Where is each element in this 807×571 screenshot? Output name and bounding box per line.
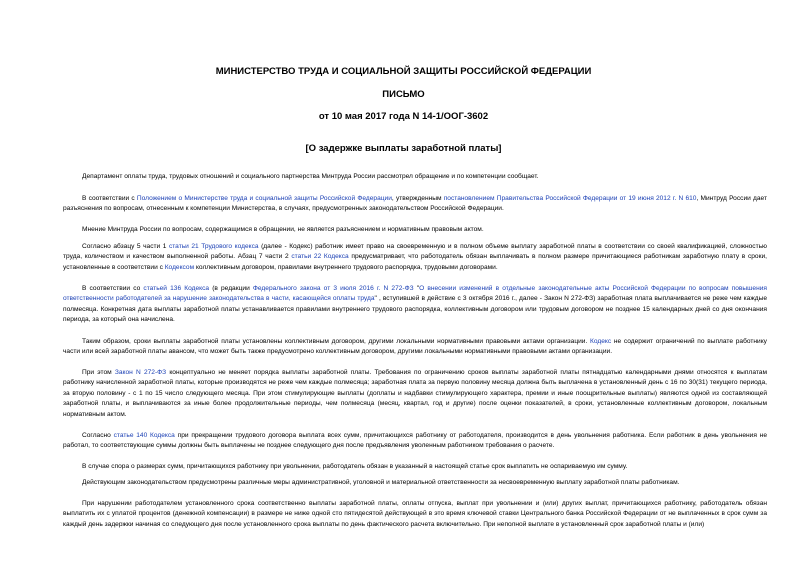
paragraph-text: В соответствии с <box>82 195 137 202</box>
link-federal-law-272[interactable]: Федерального закона от 3 июля 2016 г. N 272-ФЗ <box>252 285 414 292</box>
paragraph-text: " <box>413 285 420 292</box>
link-article-22[interactable]: статьи 22 Кодекса <box>291 253 349 261</box>
paragraph-text: концептуально не меняет порядка выплаты заработной платы. Требования по ограничению сроков выплаты заработной платы пятнадцатью календарными днями относятся к выплатам работнику начисленной заработной платы, которые производятся не реже чем каждые полмесяца; заработная плата за первую половину месяца должна быть выплачена в установленный день с 16 по 30(31) текущего периода, за вторую половину - с 1 по 15 число следующего месяца. При этом стимулирующие выплаты (доплаты и надбавки стимулирующего характера, премии и иные поощрительные выплаты) являются одной из составляющей заработной платы, и выплачиваются за иные более продолжительные периоды, чем полмесяца (месяц, квартал, год и другие) после оценки показателей, в сроки, установленные коллективным договором, локальным нормативным актом. <box>63 369 767 418</box>
paragraph-text: Мнение Минтруда России по вопросам, содержащимся в обращении, не является разъяснением и нормативным правовым актом. <box>82 226 484 233</box>
paragraph-text: В соответствии со <box>82 285 144 292</box>
link-article-21[interactable]: статьи 21 Трудового кодекса <box>168 243 259 250</box>
paragraph-4 <box>63 242 767 273</box>
paragraph-6 <box>63 337 767 358</box>
link-law-272[interactable]: Закон N 272-ФЗ <box>114 369 167 376</box>
paragraph-text: (в редакции <box>209 285 253 292</box>
link-article-140[interactable]: статье 140 Кодекса <box>113 432 175 439</box>
paragraph-text: , Минтруд России дает разъяснения по вопросам, отнесенным к компетенции Министерства, в случаях, предусмотренных законодательством Российской Федерации. <box>63 195 768 213</box>
paragraph-1 <box>63 172 767 182</box>
link-government-decree[interactable]: постановлением Правительства Российской Федерации от 19 июня 2012 г. N 610 <box>443 195 697 202</box>
paragraph-2 <box>63 194 767 215</box>
link-law-amendments[interactable]: О внесении изменений в отдельные законодательные акты Российской Федерации по вопросам повышения ответственности работодателей за нарушение законодательства в части, касающейся оплаты труда <box>63 285 767 303</box>
paragraph-8 <box>63 431 767 452</box>
paragraph-7 <box>63 368 767 420</box>
paragraph-text: , утвержденным <box>391 195 444 202</box>
paragraph-5 <box>63 284 767 326</box>
link-code[interactable]: Кодекс <box>590 338 612 345</box>
paragraph-text: коллективным договором, правилами внутреннего трудового распорядка, трудовыми договорами. <box>194 263 498 271</box>
paragraph-text: Согласно <box>82 432 114 439</box>
paragraph-text: (далее - Кодекс) работник имеет право на своевременную и в полном объеме выплату заработной платы в соответствии со своей квалификацией, сложностью труда, количеством и качеством выполненной работы. Абзац 7 части 2 <box>63 243 767 261</box>
paragraph-text: Департамент оплаты труда, трудовых отношений и социального партнерства Минтруда России рассмотрел обращение и по компетенции сообщает. <box>82 173 539 180</box>
paragraph-text: предусматривает, что работодатель обязан выплачивать в полном размере причитающиеся работникам заработную плату в сроки, установленные в соответствии с <box>63 253 767 271</box>
paragraph-text: В случае спора о размерах сумм, причитающихся работнику при увольнении, работодатель обязан в указанный в настоящей статье срок выплатить не оспариваемую им сумму. <box>82 463 628 470</box>
link-code[interactable]: Кодексом <box>164 263 195 271</box>
paragraph-text: Таким образом, сроки выплаты заработной платы установлены коллективным договором, другими локальными нормативными правовыми актами организации. <box>82 338 590 345</box>
paragraph-text: При этом <box>82 369 115 376</box>
link-regulation-ministry[interactable]: Положением о Министерстве труда и социальной защиты Российской Федерации <box>136 195 392 202</box>
paragraph-text: не содержит ограничений по выплате работнику части или всей заработной платы авансом, что может быть также предусмотрено коллективным договором, другими локальными нормативными правовыми актами организации. <box>63 338 767 356</box>
paragraph-text: При нарушении работодателем установленного срока соответственно выплаты заработной платы, оплаты отпуска, выплат при увольнении и (или) других выплат, причитающихся работнику, работодатель обязан выплатить их с уплатой процентов (денежной компенсации) в размере не ниже одной сто пятидесятой действующей в это время ключевой ставки Центрального банка Российской Федерации от не выплаченных в срок сумм за каждый день задержки начиная со следующего дня после установленного срока выплаты по день фактического расчета включительно. При неполной выплате в установленный срок заработной платы и (или) <box>63 500 767 528</box>
paragraph-10 <box>63 478 767 488</box>
paragraph-text: " , вступившей в действие с 3 октября 2016 г., далее - Закон N 272-ФЗ) заработная плата выплачивается не реже чем каждые полмесяца. Конкретная дата выплаты заработной платы устанавливается правилами внутреннего трудового распорядка, коллективным договором или трудовым договором не позднее 15 календарных дней со дня окончания периода, за который она начислена. <box>63 295 767 324</box>
paragraph-text: Действующим законодательством предусмотрены различные меры административной, уголовной и материальной ответственности за несвоевременную выплату заработной платы работникам. <box>82 479 680 486</box>
paragraph-text: при прекращении трудового договора выплата всех сумм, причитающихся работнику от работодателя, производится в день увольнения работника. Если работник в день увольнения не работал, то соответствующие суммы должны быть выплачены не позднее следующего дня после предъявления уволенным работником требования о расчете. <box>63 432 767 450</box>
document-subject: [О задержке выплаты заработной платы] <box>305 143 502 154</box>
document-type: ПИСЬМО <box>382 89 425 100</box>
paragraph-3 <box>63 225 767 235</box>
document-date-number: от 10 мая 2017 года N 14-1/ООГ-3602 <box>318 111 489 122</box>
ministry-heading: МИНИСТЕРСТВО ТРУДА И СОЦИАЛЬНОЙ ЗАЩИТЫ РОССИЙСКОЙ ФЕДЕРАЦИИ <box>215 66 592 77</box>
paragraph-text: Согласно абзацу 5 части 1 <box>82 243 169 250</box>
link-article-136[interactable]: статьей 136 Кодекса <box>143 285 210 292</box>
paragraph-9 <box>63 462 767 472</box>
paragraph-11 <box>63 499 767 530</box>
